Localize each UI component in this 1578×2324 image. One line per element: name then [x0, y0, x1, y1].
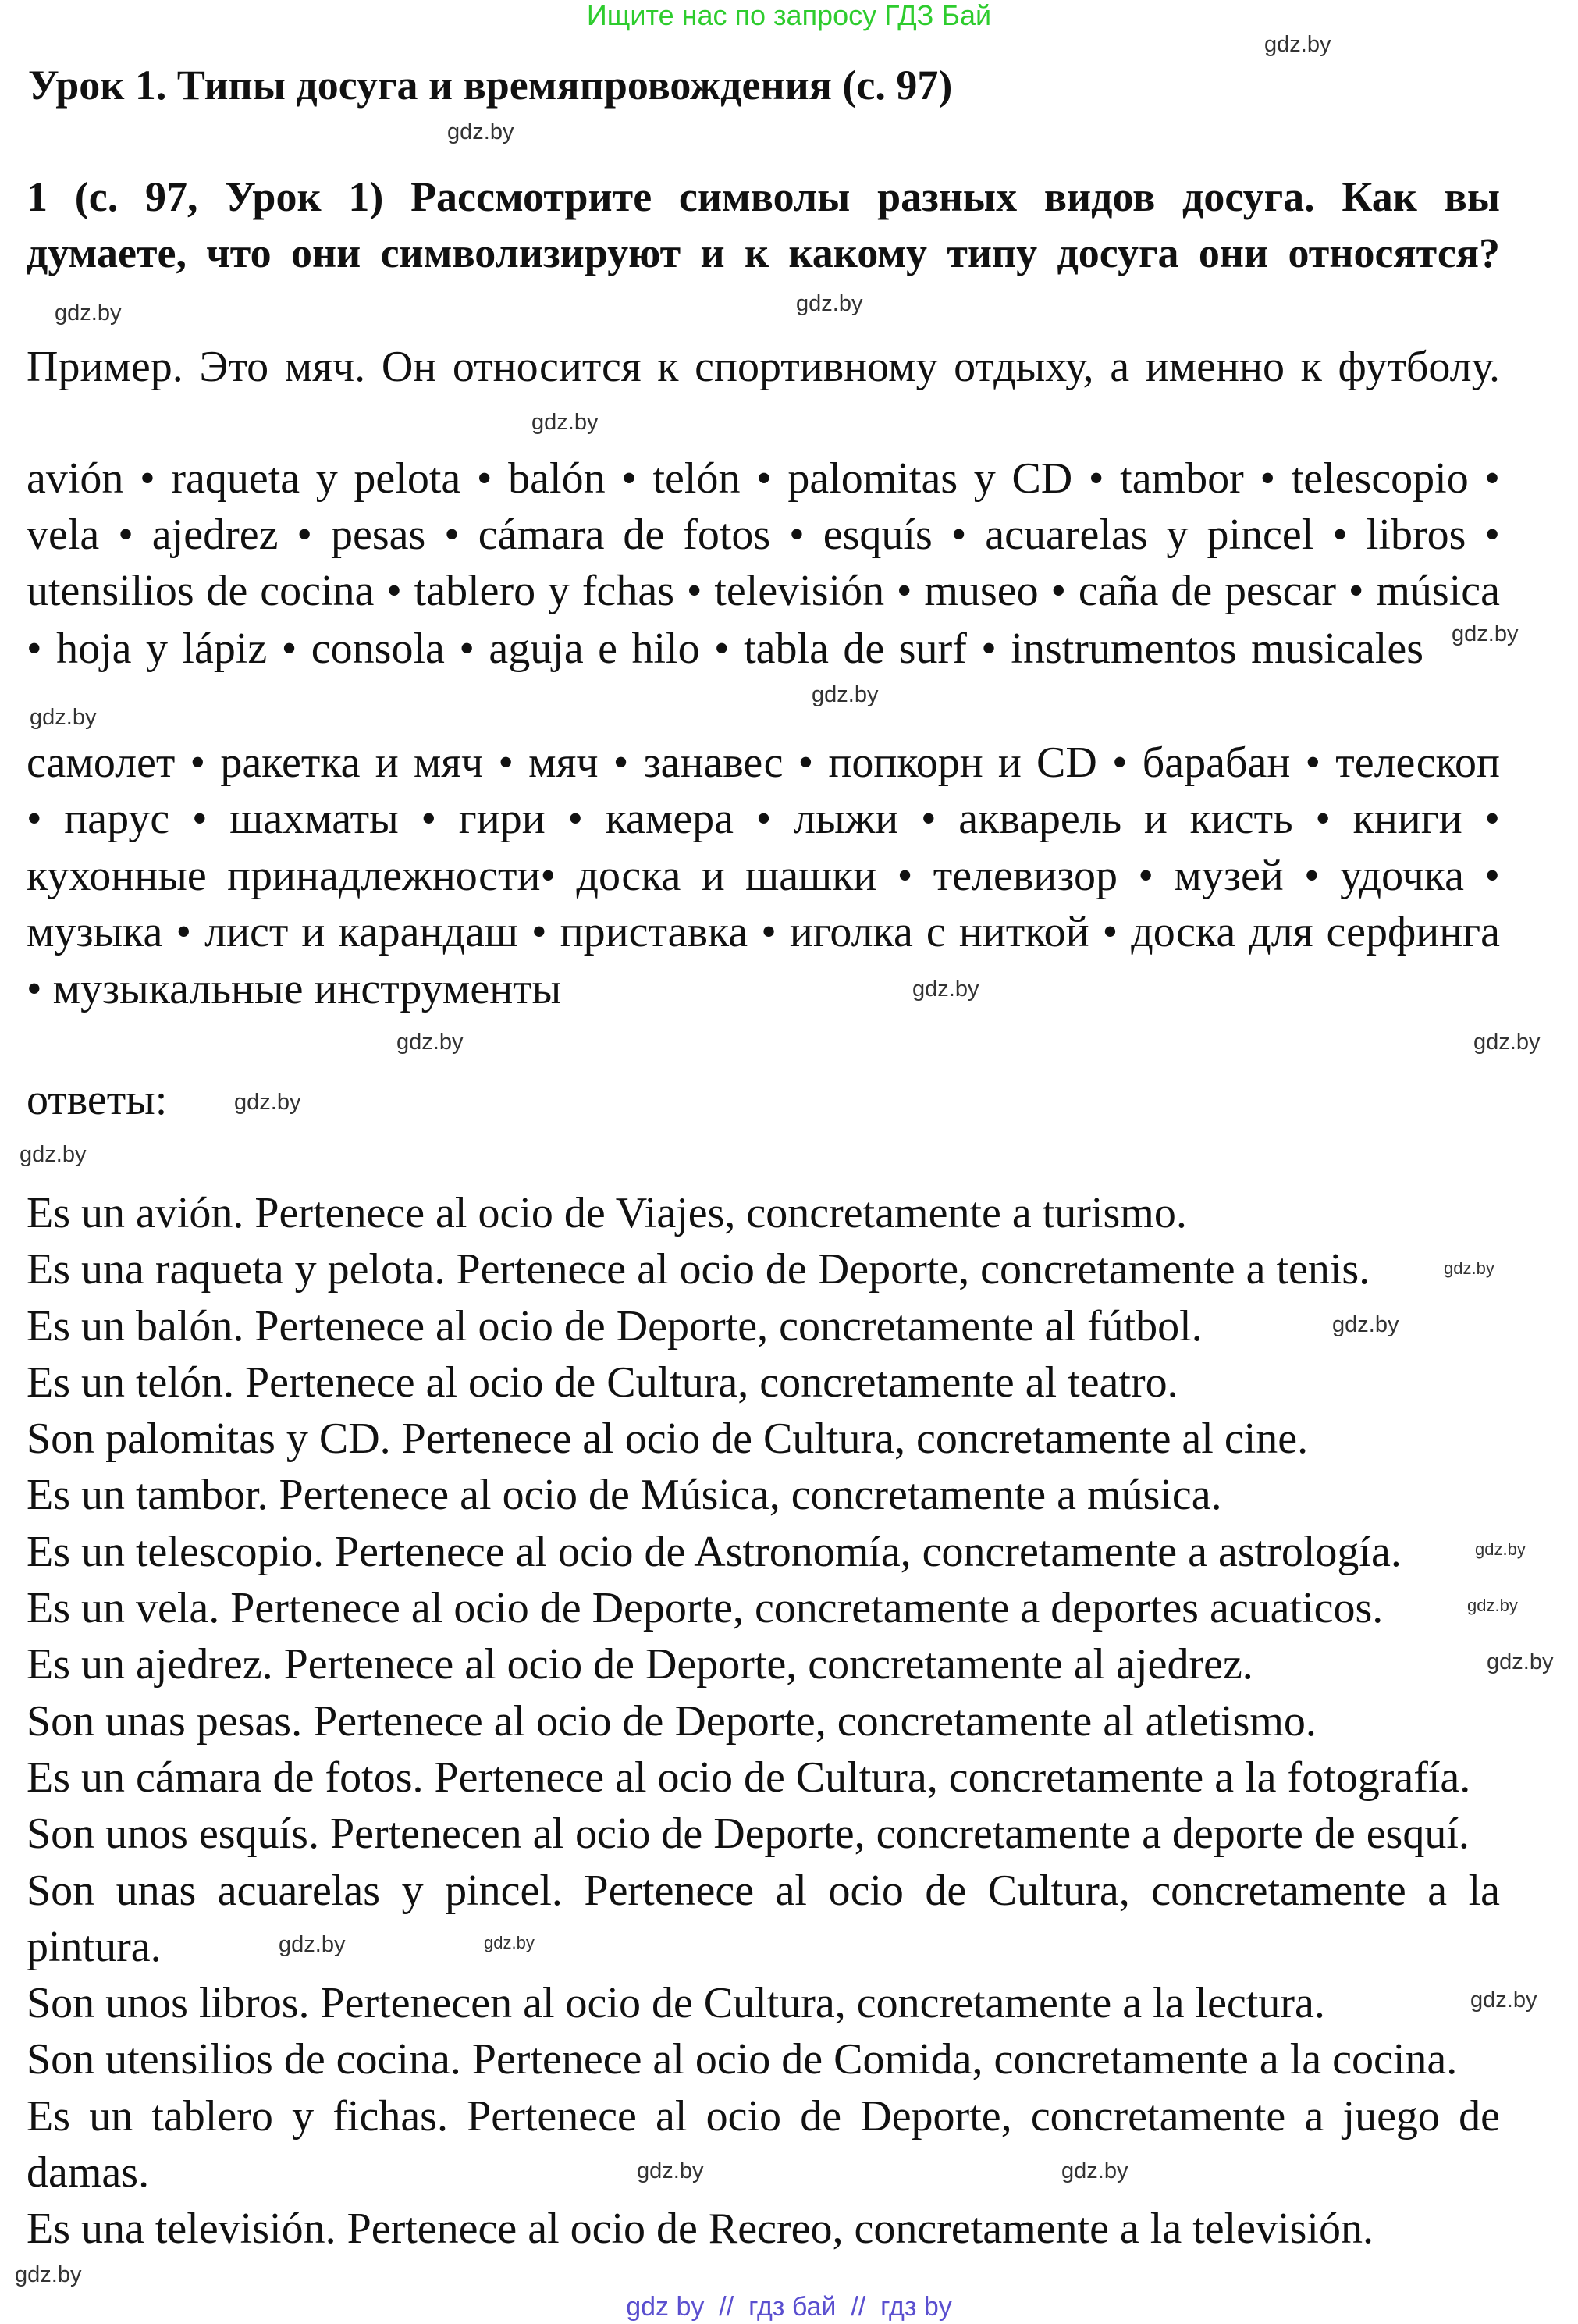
- watermark: gdz.by: [30, 705, 97, 730]
- answer-item: Es una raqueta y pelota. Pertenece al ocio de Deporte, concretamente a tenis.: [27, 1245, 1370, 1294]
- answer-item: Son palomitas y CD. Pertenece al ocio de Cultura, concretamente al cine.: [27, 1415, 1309, 1464]
- answer-item: Es un ajedrez. Pertenece al ocio de Deporte, concretamente al ajedrez.: [27, 1640, 1253, 1689]
- watermark: gdz.by: [1473, 1030, 1541, 1055]
- watermark: gdz.by: [1061, 2159, 1128, 2183]
- watermark: gdz.by: [812, 682, 879, 707]
- example-text: Пример. Это мяч. Он относится к спортивному отдыху, а именно к футболу.: [27, 343, 1500, 391]
- footer-links: gdz by // гдз бай // гдз by: [626, 2292, 952, 2322]
- answer-item: Es un tambor. Pertenece al ocio de Música, concretamente a música.: [27, 1471, 1222, 1520]
- watermark: gdz.by: [484, 1933, 535, 1952]
- spanish-words-line: utensilios de cocina • tablero y fchas • televisión • museo • caña de pescar • música: [27, 567, 1500, 615]
- watermark: gdz.by: [1475, 1539, 1526, 1559]
- answer-item: Son utensilios de cocina. Pertenece al ocio de Comida, concretamente a la cocina.: [27, 2035, 1458, 2084]
- answer-item: Es un vela. Pertenece al ocio de Deporte, concretamente a deportes acuaticos.: [27, 1584, 1384, 1633]
- answer-item: Es un balón. Pertenece al ocio de Deporte, concretamente al fútbol.: [27, 1301, 1203, 1351]
- russian-words-line: кухонные принадлежности• доска и шашки • телевизор • музей • удочка •: [27, 852, 1500, 900]
- watermark: gdz.by: [20, 1142, 87, 1167]
- answer-item: Es una televisión. Pertenece al ocio de Recreo, concretamente a la televisión.: [27, 2205, 1374, 2254]
- question-line-1: 1 (с. 97, Урок 1) Рассмотрите символы разных видов досуга. Как вы: [27, 173, 1500, 220]
- answer-item: Son unos esquís. Pertenecen al ocio de Deporte, concretamente a deporte de esquí.: [27, 1810, 1470, 1859]
- answer-item: Es un avión. Pertenece al ocio de Viajes, concretamente a turismo.: [27, 1189, 1187, 1237]
- answers-label: ответы:: [27, 1076, 168, 1124]
- spanish-words-line: • hoja y lápiz • consola • aguja e hilo • tabla de surf • instrumentos musicales: [27, 625, 1423, 673]
- answers-list: [27, 1185, 1500, 2258]
- answer-item: Son unas acuarelas y pincel. Pertenece al ocio de Cultura, concretamente a la pintura.: [27, 1866, 1500, 1971]
- answer-item: Es un telescopio. Pertenece al ocio de Astronomía, concretamente a astrología.: [27, 1527, 1402, 1576]
- answer-item: Es un cámara de fotos. Pertenece al ocio de Cultura, concretamente a la fotografía.: [27, 1753, 1471, 1802]
- russian-words-line: • парус • шахматы • гири • камера • лыжи • акварель и кисть • книги •: [27, 795, 1500, 843]
- page-title: Урок 1. Типы досуга и времяпровождения (с. 97): [28, 62, 953, 109]
- watermark: gdz.by: [796, 291, 863, 316]
- watermark: gdz.by: [912, 977, 979, 1002]
- watermark: gdz.by: [447, 119, 514, 144]
- watermark: gdz.by: [1487, 1650, 1554, 1674]
- watermark: gdz.by: [1332, 1312, 1399, 1337]
- watermark: gdz.by: [1467, 1596, 1518, 1615]
- question-line-2: думаете, что они символизируют и к какому типу досуга они относятся?: [27, 230, 1500, 276]
- watermark: gdz.by: [1470, 1988, 1537, 2013]
- watermark: gdz.by: [1264, 32, 1331, 57]
- answer-item: Son unos libros. Pertenecen al ocio de Cultura, concretamente a la lectura.: [27, 1979, 1325, 2028]
- spanish-words-line: vela • ajedrez • pesas • cámara de fotos • esquís • acuarelas y pincel • libros •: [27, 511, 1500, 559]
- watermark: gdz.by: [1444, 1258, 1494, 1278]
- watermark: gdz.by: [637, 2159, 704, 2183]
- answer-item: Es un tablero y fichas. Pertenece al ocio de Deporte, concretamente a juego de damas.: [27, 2091, 1500, 2198]
- russian-words-line: музыка • лист и карандаш • приставка • иголка с ниткой • доска для серфинга: [27, 908, 1500, 956]
- watermark: gdz.by: [55, 301, 122, 326]
- answer-item: Son unas pesas. Pertenece al ocio de Deporte, concretamente al atletismo.: [27, 1696, 1317, 1746]
- spanish-words-line: avión • raqueta y pelota • balón • telón • palomitas y CD • tambor • telescopio •: [27, 454, 1500, 503]
- search-banner: Ищите нас по запросу ГДЗ Бай: [586, 0, 992, 31]
- watermark: gdz.by: [1452, 621, 1519, 646]
- russian-words-line: самолет • ракетка и мяч • мяч • занавес • попкорн и CD • барабан • телескоп: [27, 738, 1500, 787]
- answer-item: Es un telón. Pertenece al ocio de Cultura, concretamente al teatro.: [27, 1358, 1178, 1407]
- watermark: gdz.by: [234, 1090, 301, 1115]
- russian-words-line: • музыкальные инструменты: [27, 965, 562, 1013]
- watermark: gdz.by: [15, 2262, 82, 2287]
- watermark: gdz.by: [279, 1932, 346, 1957]
- watermark: gdz.by: [531, 410, 599, 435]
- watermark: gdz.by: [396, 1030, 464, 1055]
